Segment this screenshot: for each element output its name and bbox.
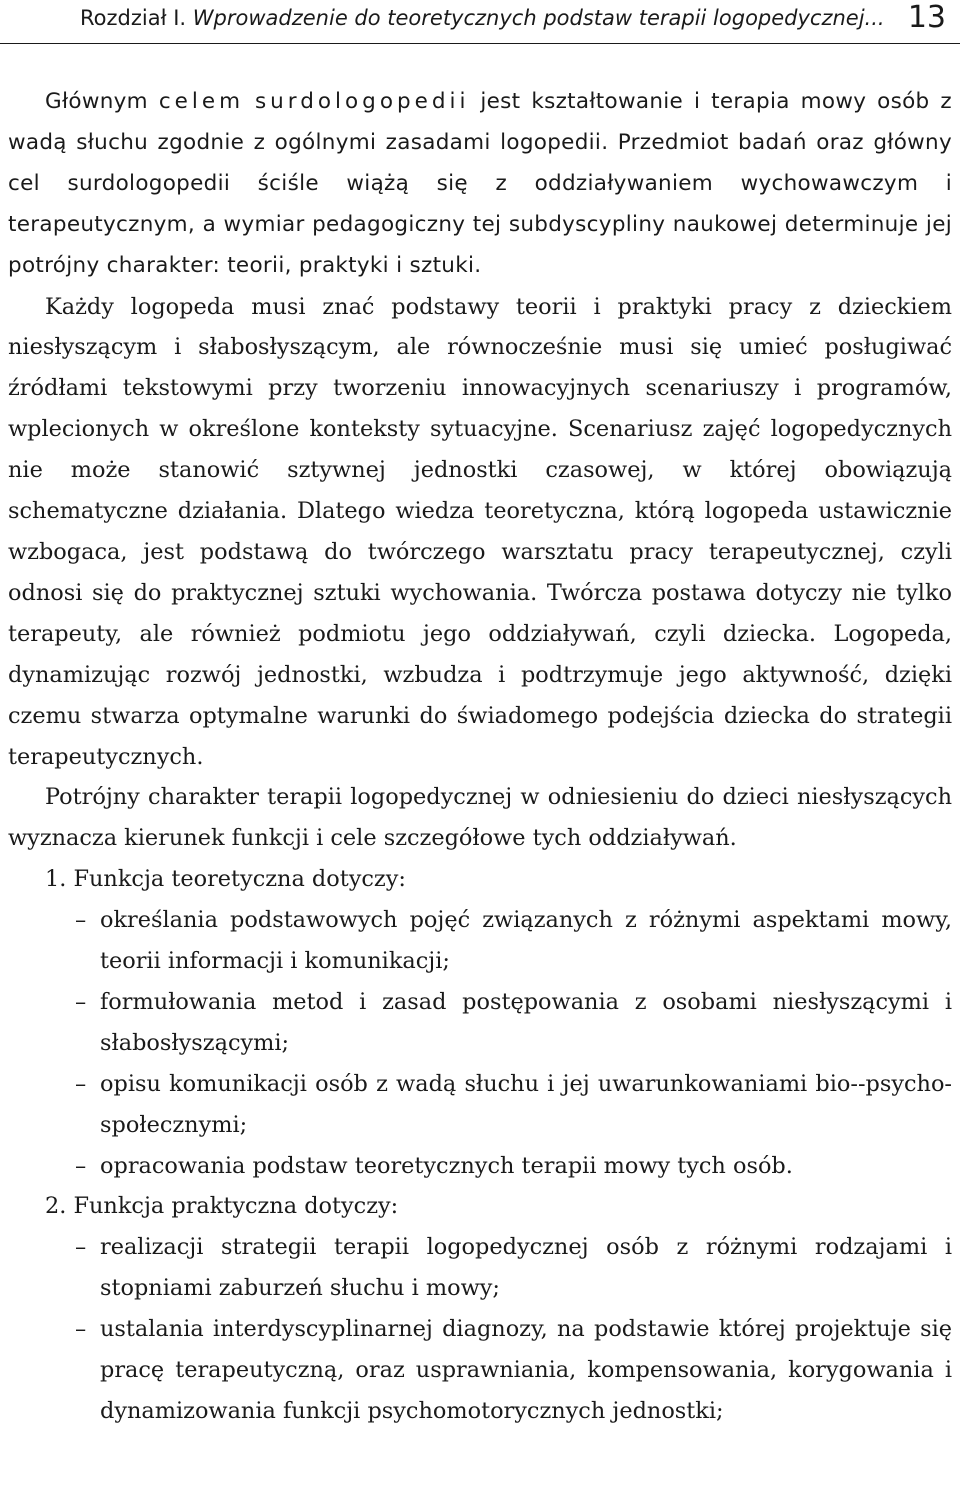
dash-bullet: – bbox=[75, 1316, 87, 1343]
list-item bbox=[8, 900, 952, 982]
list-item bbox=[8, 1146, 952, 1187]
chapter-prefix: Rozdział I. bbox=[80, 6, 187, 30]
paragraph-1-lead: Głównym bbox=[45, 89, 148, 114]
term-celem: celem bbox=[158, 89, 245, 114]
list-item-text: określania podstawowych pojęć związanych z różnymi aspektami mowy, teorii informacji i komunikacji; bbox=[100, 907, 952, 975]
list-item bbox=[8, 1309, 952, 1432]
term-surdologopedii: surdologopedii bbox=[254, 89, 470, 114]
list-item bbox=[8, 1064, 952, 1146]
list-item bbox=[8, 982, 952, 1064]
paragraph-2: Każdy logopeda musi znać podstawy teorii i praktyki pracy z dzieckiem niesłyszącym i słabosłyszącym, ale równocześnie musi się umieć posługiwać źródłami tekstowymi przy tworzeniu innowacyjnych scenariuszy i programów, wplecionych w określone konteksty sytuacyjne. Scenariusz zajęć logopedycznych nie może stanowić sztywnej jednostki czasowej, w której obowiązują schematyczne działania. Dlatego wiedza teoretyczna, którą logopeda ustawicznie wzbogaca, jest podstawą do twórczego warsztatu pracy terapeutycznej, czyli odnosi się do praktycznej sztuki wychowania. Twórcza postawa dotyczy nie tylko terapeuty, ale również podmiotu jego oddziaływań, czyli dziecka. Logopeda, dynamizując rozwój jednostki, wzbudza i podtrzymuje jego aktywność, dzięki czemu stwarza optymalne warunki do świadomego podejścia dziecka do strategii terapeutycznych. bbox=[8, 293, 952, 770]
list-item bbox=[8, 1227, 952, 1309]
running-header bbox=[0, 0, 960, 44]
page-body bbox=[8, 82, 952, 1432]
dash-bullet: – bbox=[75, 907, 87, 934]
paragraph-1-rest: jest kształtowanie i terapia mowy osób z wadą słuchu zgodnie z ogólnymi zasadami logopedii. Przedmiot badań oraz główny cel surdologopedii ściśle wiążą się z oddziaływaniem wychowawczym i terapeutycznym, a wymiar pedagogiczny tej subdyscypliny naukowej determinuje jej potrójny charakter: teorii, praktyki i sztuki. bbox=[8, 89, 953, 278]
list-item-text: formułowania metod i zasad postępowania z osobami niesłyszącymi i słabosłyszącymi; bbox=[100, 988, 952, 1056]
paragraph-1 bbox=[8, 82, 952, 287]
dash-bullet: – bbox=[75, 1152, 87, 1179]
list-1 bbox=[8, 900, 952, 1186]
list-item-text: opisu komunikacji osób z wadą słuchu i jej uwarunkowaniami bio-​-psycho-społecznymi; bbox=[100, 1070, 952, 1138]
list-item-text: opracowania podstaw teoretycznych terapii mowy tych osób. bbox=[100, 1152, 793, 1179]
chapter-heading bbox=[80, 6, 885, 30]
list-item-text: realizacji strategii terapii logopedycznej osób z różnymi rodzajami i stopniami zaburzeń słuchu i mowy; bbox=[100, 1234, 952, 1302]
list-2-heading: 2. Funkcja praktyczna dotyczy: bbox=[45, 1193, 399, 1220]
dash-bullet: – bbox=[75, 1070, 87, 1097]
dash-bullet: – bbox=[75, 1234, 87, 1261]
list-2 bbox=[8, 1227, 952, 1432]
page-number: 13 bbox=[907, 0, 946, 35]
list-item-text: ustalania interdyscyplinarnej diagnozy, na podstawie której projektuje się pracę terapeutyczną, oraz usprawniania, kompensowania, korygowania i dynamizowania funkcji psychomotorycznych jednostki; bbox=[100, 1316, 952, 1424]
list-1-heading: 1. Funkcja teoretyczna dotyczy: bbox=[45, 866, 406, 893]
paragraph-3: Potrójny charakter terapii logopedycznej w odniesieniu do dzieci niesłyszących wyznacza kierunek funkcji i cele szczegółowe tych oddziaływań. bbox=[8, 784, 952, 852]
chapter-title: Wprowadzenie do teoretycznych podstaw terapii logopedycznej... bbox=[192, 6, 885, 30]
dash-bullet: – bbox=[75, 988, 87, 1015]
